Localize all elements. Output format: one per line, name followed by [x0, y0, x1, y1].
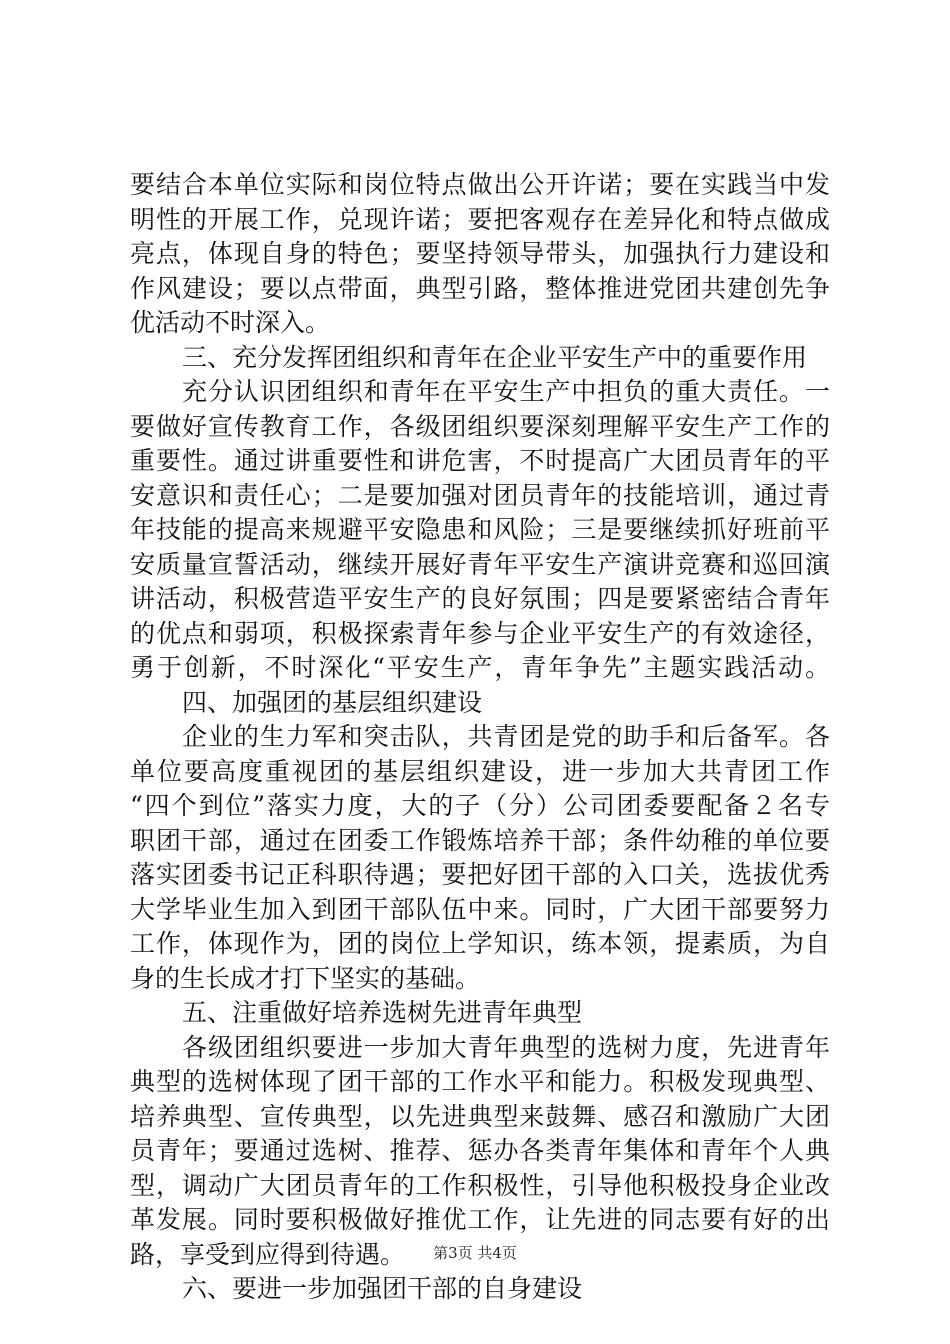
text-line: 工作，体现作为，团的岗位上学知识，练本领，提素质，为自 — [130, 929, 830, 958]
text-line: 路，享受到应得到待遇。 — [130, 1239, 406, 1269]
text-line: 典型的选树体现了团干部的工作水平和能力。积极发现典型、 — [130, 1067, 830, 1096]
text-line: 年技能的提高来规避平安隐患和风险；三是要继续抓好班前平 — [130, 515, 830, 544]
text-line: 明性的开展工作，兑现许诺；要把客观存在差异化和特点做成 — [130, 204, 830, 234]
text-line: 作风建设；要以点带面，典型引路，整体推进党团共建创先争 — [130, 273, 830, 303]
text-line: 要做好宣传教育工作，各级团组织要深刻理解平安生产工作的 — [130, 411, 830, 441]
text-line: 落实团委书记正科职待遇；要把好团干部的入口关，选拔优秀 — [130, 860, 830, 889]
text-line: 重要性。通过讲重要性和讲危害，不时提高广大团员青年的平 — [130, 446, 830, 475]
text-line: “四个到位”落实力度，大的子（分）公司团委要配备２名专 — [130, 791, 830, 820]
text-line: 培养典型、宣传典型，以先进典型来鼓舞、感召和激励广大团 — [130, 1101, 830, 1131]
section-heading: 三、充分发挥团组织和青年在企业平安生产中的重要作用 — [182, 342, 808, 372]
text-line: 勇于创新，不时深化“平安生产，青年争先”主题实践活动。 — [130, 653, 830, 682]
text-line: 员青年；要通过选树、推荐、惩办各类青年集体和青年个人典 — [130, 1136, 830, 1165]
text-line: 充分认识团组织和青年在平安生产中担负的重大责任。一 — [182, 377, 830, 406]
page-number-label: 第3页 共4页 — [433, 1244, 517, 1262]
text-line: 安意识和责任心；二是要加强对团员青年的技能培训，通过青 — [130, 480, 830, 510]
text-line: 优活动不时深入。 — [130, 308, 331, 337]
document-body — [130, 168, 830, 1307]
text-line: 要结合本单位实际和岗位特点做出公开许诺；要在实践当中发 — [130, 170, 830, 199]
text-line: 职团干部，通过在团委工作锻炼培养干部；条件幼稚的单位要 — [130, 825, 830, 855]
section-heading: 五、注重做好培养选树先进青年典型 — [182, 998, 583, 1027]
text-line: 安质量宣誓活动，继续开展好青年平安生产演讲竞赛和巡回演 — [130, 549, 830, 579]
section-heading: 六、要进一步加强团干部的自身建设 — [182, 1274, 583, 1303]
text-line: 讲活动，积极营造平安生产的良好氛围；四是要紧密结合青年 — [130, 584, 830, 613]
text-line: 的优点和弱项，积极探索青年参与企业平安生产的有效途径， — [130, 618, 830, 648]
text-line: 大学毕业生加入到团干部队伍中来。同时，广大团干部要努力 — [130, 894, 830, 924]
text-line: 型，调动广大团员青年的工作积极性，引导他积极投身企业改 — [130, 1170, 830, 1200]
section-heading: 四、加强团的基层组织建设 — [182, 687, 483, 717]
text-line: 各级团组织要进一步加大青年典型的选树力度，先进青年 — [182, 1032, 830, 1062]
text-line: 革发展。同时要积极做好推优工作，让先进的同志要有好的出 — [130, 1205, 830, 1234]
text-line: 身的生长成才打下坚实的基础。 — [130, 963, 481, 993]
text-line: 单位要高度重视团的基层组织建设，进一步加大共青团工作 — [130, 756, 830, 786]
text-line: 企业的生力军和突击队，共青团是党的助手和后备军。各 — [182, 722, 830, 751]
text-line: 亮点，体现自身的特色；要坚持领导带头，加强执行力建设和 — [130, 239, 830, 268]
page-footer — [0, 1243, 950, 1263]
